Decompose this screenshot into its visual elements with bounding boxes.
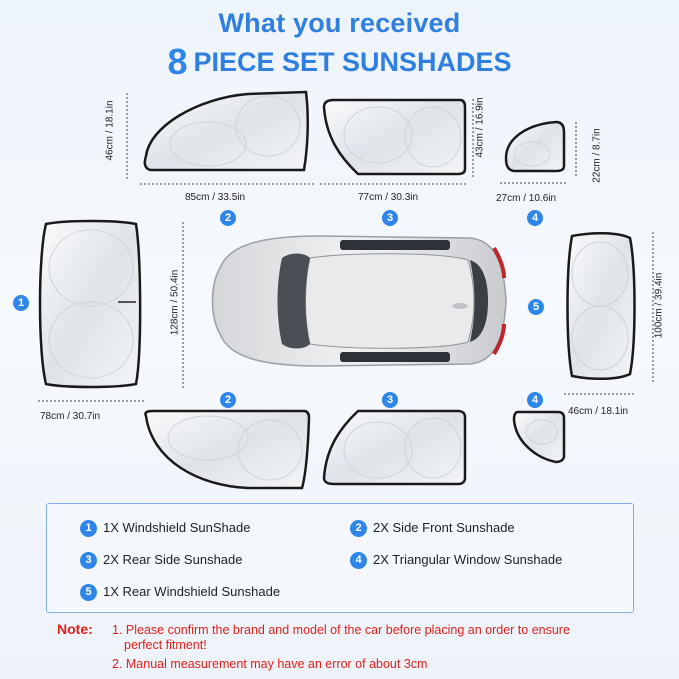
legend-item-1 [80, 520, 250, 537]
legend-badge-3: 3 [80, 552, 97, 569]
legend-text-5: 1X Rear Windshield Sunshade [103, 584, 281, 599]
side-front-height-line [124, 93, 130, 179]
piece-count: 8 [167, 41, 188, 82]
legend-item-2 [350, 520, 515, 537]
windshield-sunshade [36, 216, 146, 392]
rear-side-height-label: 43cm / 16.9in [474, 97, 486, 158]
badge-4-top: 4 [527, 210, 543, 226]
badge-2-bottom: 2 [220, 392, 236, 408]
legend-badge-5: 5 [80, 584, 97, 601]
triangle-width-label: 27cm / 10.6in [496, 193, 557, 204]
side-front-width-label: 85cm / 33.5in [185, 192, 246, 203]
rear-windshield-height-line [650, 232, 656, 382]
windshield-width-label: 78cm / 30.7in [40, 411, 101, 422]
rear-windshield-width-label: 46cm / 18.1in [568, 406, 629, 417]
legend-badge-1: 1 [80, 520, 97, 537]
car-topview [200, 228, 510, 374]
legend-badge-2: 2 [350, 520, 367, 537]
windshield-height-line [180, 222, 186, 388]
legend-text-4: 2X Triangular Window Sunshade [373, 552, 563, 567]
badge-4-bottom: 4 [527, 392, 543, 408]
badge-2-top: 2 [220, 210, 236, 226]
rear-side-sunshade-bottom [318, 408, 468, 488]
rear-side-sunshade [318, 97, 468, 177]
legend-item-4 [350, 552, 562, 569]
side-front-width-line [140, 181, 315, 187]
badge-3-bottom: 3 [382, 392, 398, 408]
rear-side-width-line [320, 181, 468, 187]
triangle-width-line [500, 180, 568, 186]
legend-badge-4: 4 [350, 552, 367, 569]
page-title: What you received [218, 8, 461, 38]
badge-1: 1 [13, 295, 29, 311]
badge-3-top: 3 [382, 210, 398, 226]
badge-5: 5 [528, 299, 544, 315]
triangle-height-label: 22cm / 8.7in [591, 128, 603, 183]
rear-windshield-width-line [564, 391, 636, 397]
windshield-width-line [38, 398, 144, 404]
triangular-sunshade [500, 118, 568, 174]
note-line-2: 2. Manual measurement may have an error of about 3cm [112, 657, 428, 671]
triangle-height-line [573, 122, 579, 176]
legend-text-2: 2X Side Front Sunshade [373, 520, 515, 535]
subtitle-text: PIECE SET SUNSHADES [193, 47, 512, 77]
rear-windshield-height-label: 100cm / 39.4in [653, 272, 665, 339]
side-front-sunshade [138, 86, 314, 176]
rear-side-width-label: 77cm / 30.3in [358, 192, 419, 203]
legend-item-3 [80, 552, 242, 569]
note-line-1b: perfect fitment! [124, 638, 207, 652]
windshield-height-label: 128cm / 50.4in [169, 269, 181, 336]
side-front-sunshade-bottom [138, 408, 314, 494]
rear-side-height-line [470, 99, 476, 177]
rear-windshield-sunshade [562, 228, 638, 384]
legend-text-1: 1X Windshield SunShade [103, 520, 251, 535]
triangular-sunshade-bottom [508, 408, 568, 466]
note-line-1: 1. Please confirm the brand and model of the car before placing an order to ensure [112, 623, 570, 637]
note-label: Note: [57, 621, 93, 637]
page-subtitle [0, 41, 679, 83]
legend-text-3: 2X Rear Side Sunshade [103, 552, 243, 567]
legend-item-5 [80, 584, 280, 601]
side-front-height-label: 46cm / 18.1in [104, 100, 116, 161]
